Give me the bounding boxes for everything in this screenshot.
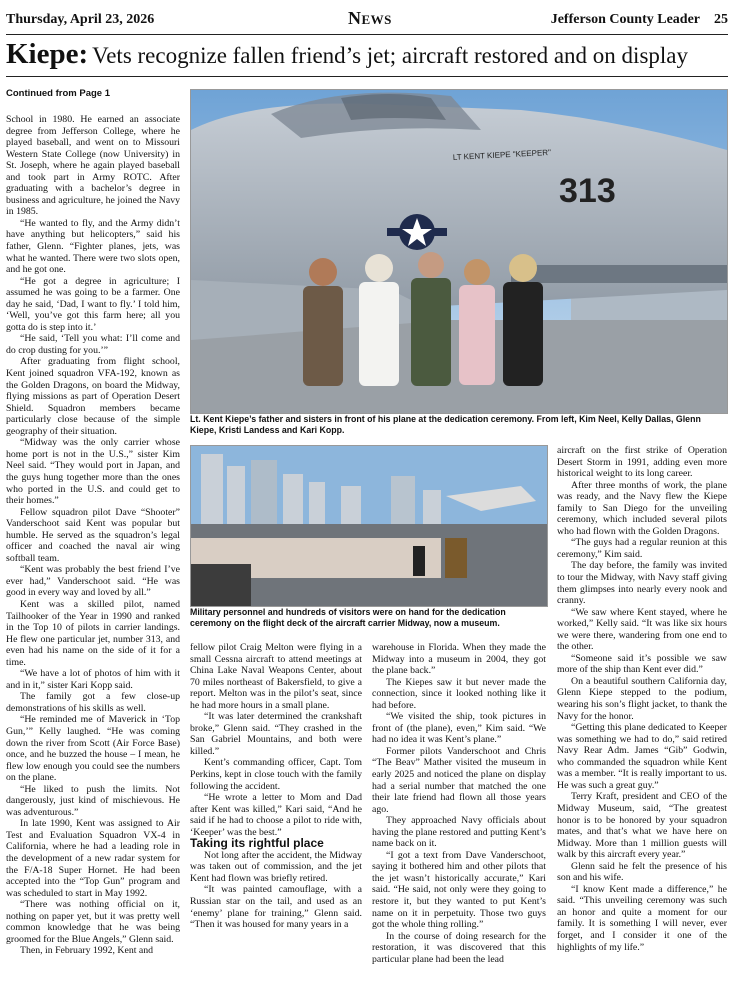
tail-number: 313 xyxy=(559,172,616,210)
paragraph: The day before, the family was invited to tour the Midway, with Navy staff giving them glimpses into nearly every nook and cranny. xyxy=(557,560,727,607)
paragraph: fellow pilot Craig Melton were flying in a small Cessna aircraft to attend meetings at China Lake Naval Weapons Center, about 70 miles northeast of Bakersfield, to give a report. Melton was in the pilot’s seat, since he had more hours in a small plane. xyxy=(190,642,362,711)
paragraph: “The guys had a regular reunion at this ceremony,” Kim said. xyxy=(557,537,727,560)
page-header xyxy=(6,6,728,32)
subheading: Taking its rightful place xyxy=(190,836,324,851)
headline-rule xyxy=(6,76,728,77)
paragraph: On a beautiful southern California day, Glenn Kiepe stepped to the podium, wearing his son’s flight jacket, to thank the Navy for the honor. xyxy=(557,675,727,722)
headline-kicker: Kiepe: xyxy=(6,38,89,70)
paragraph: The Kiepes saw it but never made the connection, since it looked nothing like it had before. xyxy=(372,676,546,711)
paragraph: Kent’s commanding officer, Capt. Tom Perkins, kept in close touch with the family following the accident. xyxy=(190,757,362,792)
section-name: News xyxy=(348,8,392,28)
paragraph: “He got a degree in agriculture; I assumed he was going to be a farmer. One day he said, ‘Dad, I want to fly.’ I told him, ‘Well, you’ve got this farm here; all you gotta do is step into it.’ xyxy=(6,275,180,333)
jet-family-illustration xyxy=(191,90,727,413)
jet-family-photo xyxy=(190,89,728,414)
paragraph: Then, in February 1992, Kent and xyxy=(20,945,154,957)
paragraph: “He liked to push the limits. Not dangerously, just kind of mischievous. He was adventurous.” xyxy=(6,783,180,818)
ceremony-photo xyxy=(190,445,548,607)
paragraph: Kent was a skilled pilot, named Tailhooker of the Year in 1990 and ranked in the Top 10 of pilots in carrier landings. He flew one particular jet, number 313, and even had his name on the side of it for a time. xyxy=(6,598,180,668)
article-column-1 xyxy=(6,114,180,982)
ceremony-illustration xyxy=(191,446,547,606)
headline-deck: Vets recognize fallen friend’s jet; aircraft restored and on display xyxy=(92,43,688,68)
paragraph: “Getting this plane dedicated to Keeper was something we had to do,” said retired Navy Rear Adm. James “Gib” Godwin, who commanded the squadron while Kent was a member. “It is really important to us. He was such a great guy.” xyxy=(557,722,727,791)
paragraph: Not long after the accident, the Midway was taken out of commission, and the jet Kent had flown was briefly retired. xyxy=(190,849,362,884)
paragraph: warehouse in Florida. When they made the Midway into a museum in 2004, they got the plane back.” xyxy=(372,642,546,677)
headline xyxy=(6,38,728,71)
paragraph: “It was painted camouflage, with a Russian star on the tail, and used as an ‘enemy’ plane for training,” Glenn said. “Then it was housed for many years in a xyxy=(190,884,362,931)
paragraph: “There was nothing official on it, nothing on paper yet, but it was pretty well common knowledge that he was being groomed for the Blue Angels,” Glenn said. xyxy=(6,899,180,945)
paragraph: aircraft on the first strike of Operation Desert Storm in 1991, adding even more historical weight to its long career. xyxy=(557,445,727,480)
paragraph: The family got a few close-up demonstrations of his skills as well. xyxy=(6,691,180,714)
paragraph: “He wanted to fly, and the Army didn’t have anything but helicopters,” said his father, Glenn. “Fighter planes, jets, was what he wanted. There were two slots open, and he got one. xyxy=(6,217,180,276)
paragraph: Terry Kraft, president and CEO of the Midway Museum, said, “The greatest honor is to be honored by your squadron mates, and that’s what we have here on Midway. More than 1 million guests will walk by this aircraft every year.” xyxy=(557,791,727,861)
paragraph: “Midway was the only carrier whose home port is not in the U.S.,” sister Kim Neel said. “They would port in Japan, and the guys hung together more than the ones who ported in the U.S. and could get to their homes.” xyxy=(6,437,180,507)
paragraph: School in 1980. He earned an associate degree from Jefferson College, where he played baseball, and went on to Missouri Western State College (now University) in St. Joseph, where he again played baseball and took part in Army ROTC. After graduating with a bachelor’s degree in business and agriculture, he joined the Navy in 1985. xyxy=(6,114,180,218)
photo-caption-1: Lt. Kent Kiepe’s father and sisters in front of his plane at the dedication ceremony. From left, Kim Neel, Kelly Dallas, Glenn Kiepe, Kristi Landess and Kari Kopp. xyxy=(190,414,701,435)
continued-label: Continued from Page 1 xyxy=(6,88,110,99)
issue-date: Thursday, April 23, 2026 xyxy=(6,12,155,27)
podium xyxy=(445,538,467,578)
paragraph: “We saw where Kent stayed, where he worked,” Kelly said. “It was like six hours we were there, wandering from one end to the other. xyxy=(557,606,727,653)
article-column-4 xyxy=(557,445,727,982)
article-column-3 xyxy=(372,642,546,982)
paragraph: In the course of doing research for the restoration, it was discovered that this particular plane had been the lead xyxy=(372,930,546,965)
photo-caption-2: Military personnel and hundreds of visitors were on hand for the dedication ceremony on the flight deck of the aircraft carrier Midway, now a museum. xyxy=(190,607,506,628)
paragraph: “He said, ‘Tell you what: I’ll come and do crop dusting for you.’” xyxy=(6,333,180,356)
paragraph: Glenn said he felt the presence of his son and his wife. xyxy=(557,860,727,884)
page-number: 25 xyxy=(714,12,728,27)
header-rule xyxy=(6,34,728,35)
paragraph: Former pilots Vanderschoot and Chris “The Beav” Mather visited the museum in early 2025 and noticed the plane on display had a serial number that matched the one their late friend had flown all those years ago. xyxy=(372,745,546,815)
paragraph: “I got a text from Dave Vanderschoot, saying it bothered him and other pilots that the jet wasn’t historically accurate,” Kari said. “He said, not only were they going to restore it, but they wanted to put Kent’s name on it in perpetuity. Those two guys got the whole thing rolling.” xyxy=(372,849,546,931)
paragraph: Fellow squadron pilot Dave “Shooter” Vanderschoot said Kent was popular but humble. He served as the squadron’s legal officer and coached the naval air wing softball team. xyxy=(6,506,180,564)
paragraph: “We have a lot of photos of him with it and in it,” sister Kari Kopp said. xyxy=(6,668,180,691)
paragraph: In late 1990, Kent was assigned to Air Test and Evaluation Squadron VX-4 in California, where he had a leading role in the development of a new radar system for the F/A-18 Super Hornet. He had been accepted into the “Top Gun” program and was scheduled to start in May 1992. xyxy=(6,818,180,899)
paragraph: “We visited the ship, took pictures in front of (the plane), even,” Kim said. “We had no idea it was Kent’s plane.” xyxy=(372,711,546,746)
paragraph: After three months of work, the plane was ready, and the Navy flew the Kiepe family to San Diego for the unveiling ceremony, which included several pilots who had flown with the Golden Dragons. xyxy=(557,479,727,537)
paragraph: “Kent was probably the best friend I’ve ever had,” Vanderschoot said. “He was good in every way and loved by all.” xyxy=(6,564,180,599)
paragraph: “It was later determined the crankshaft broke,” Glenn said. “They crashed in the San Gabriel Mountains, and both were killed.” xyxy=(190,711,362,757)
paragraph: “Someone said it’s possible we saw more of the ship than Kent ever did.” xyxy=(557,652,727,676)
canopy-name-text: LT KENT KIEPE "KEEPER" xyxy=(452,147,552,162)
paragraph: They approached Navy officials about having the plane restored and putting Kent’s name back on it. xyxy=(372,815,546,850)
paragraph: “He wrote a letter to Mom and Dad after Kent was killed,” Kari said, “And he said if he had to choose a pilot to ride with, ‘Keeper’ was the best.” xyxy=(190,792,362,838)
speaker xyxy=(413,546,425,576)
paragraph: “I know Kent made a difference,” he said. “This unveiling ceremony was such an honor and quite a moment for our family. It is something I will never, ever forget, and I consider it one of the highlights of my life.” xyxy=(557,883,727,953)
paragraph: “He reminded me of Maverick in ‘Top Gun,’” Kelly laughed. “He was coming down the river from Scott (Air Force Base) once, and he buzzed the house – I mean, he flew low enough you could see the numbers on the plane. xyxy=(6,714,180,784)
article-column-2 xyxy=(190,642,362,982)
newspaper-name: Jefferson County Leader xyxy=(550,12,700,27)
paragraph: After graduating from flight school, Kent joined squadron VFA-192, known as the Golden Dragons, on board the Midway, flying missions as part of Operation Desert Shield. Squadron members became particularly close because of the simple geography of their situation. xyxy=(6,356,180,437)
